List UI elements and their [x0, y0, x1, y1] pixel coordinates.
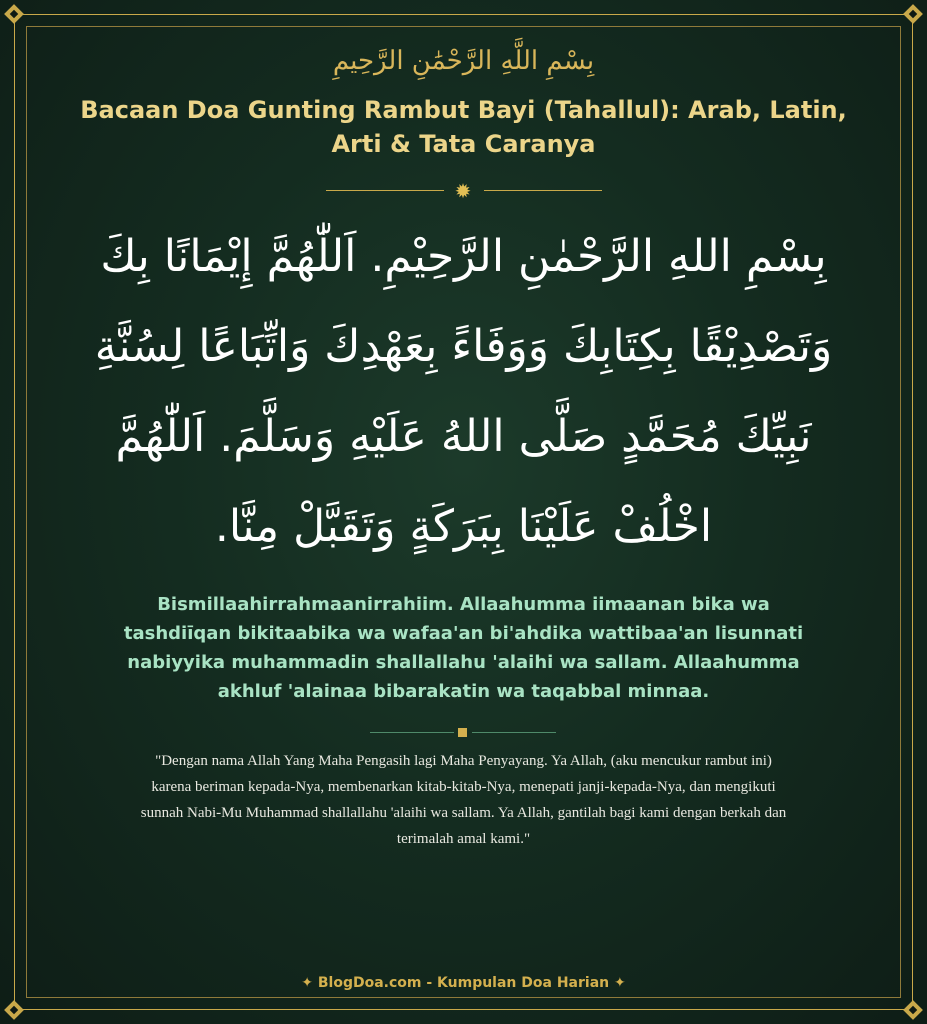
- page-title: Bacaan Doa Gunting Rambut Bayi (Tahallul): Arab, Latin, Arti & Tata Caranya: [80, 96, 847, 158]
- basmala-header: بِسْمِ اللَّهِ الرَّحْمَٰنِ الرَّحِيمِ: [332, 46, 595, 76]
- footer-text: BlogDoa.com - Kumpulan Doa Harian: [317, 975, 610, 991]
- latin-line: tashdiīqan bikitaabika wa wafaa'an bi'ahdika wattibaa'an lisunnati: [123, 623, 804, 644]
- latin-line: nabiyyika muhammadin shallallahu 'alaihi wa sallam. Allaahumma: [127, 652, 800, 673]
- middle-divider: [0, 725, 927, 741]
- translation-line: "Dengan nama Allah Yang Maha Pengasih lagi Maha Penyayang. Ya Allah, (aku mencukur rambut ini): [155, 753, 772, 769]
- divider-line-left: [326, 190, 444, 191]
- top-divider: [0, 181, 927, 201]
- translation-line: terimalah amal kami.": [396, 831, 531, 847]
- arabic-prayer-text: [70, 212, 857, 572]
- sparkle-icon: ✦: [614, 975, 626, 991]
- translation-line: karena beriman kepada-Nya, membenarkan kitab-kitab-Nya, menepati janji-kepada-Nya, dan mengikuti: [151, 779, 776, 795]
- footer-credit: [0, 973, 927, 993]
- square-ornament-icon: [458, 728, 467, 737]
- translation-line: sunnah Nabi-Mu Muhammad shallallahu 'alaihi wa sallam. Ya Allah, gantilah bagi kami dengan berkah dan: [140, 805, 787, 821]
- divider-line-right: [472, 732, 556, 733]
- sparkle-icon: ✦: [301, 975, 313, 991]
- latin-line: Bismillaahirrahmaanirrahiim. Allaahumma iimaanan bika wa: [157, 594, 770, 615]
- divider-line-right: [484, 190, 602, 191]
- indonesian-translation: [66, 748, 861, 852]
- latin-line: akhluf 'alainaa bibarakatin wa taqabbal minnaa.: [217, 681, 710, 702]
- star-ornament-icon: ✹: [454, 179, 472, 203]
- divider-line-left: [370, 732, 454, 733]
- arabic-line: وَتَصْدِيْقًا بِكِتَابِكَ وَوَفَاءً بِعَهْدِكَ وَاتِّبَاعًا لِسُنَّةِ: [94, 321, 833, 372]
- arabic-line: اخْلُفْ عَلَيْنَا بِبَرَكَةٍ وَتَقَبَّلْ مِنَّا.: [214, 501, 713, 552]
- arabic-line: بِسْمِ اللهِ الرَّحْمٰنِ الرَّحِيْمِ. اَللّٰهُمَّ إِيْمَانًا بِكَ: [100, 231, 827, 282]
- arabic-line: نَبِيِّكَ مُحَمَّدٍ صَلَّى اللهُ عَلَيْهِ وَسَلَّمَ. اَللّٰهُمَّ: [115, 411, 812, 462]
- latin-transliteration: [70, 590, 857, 706]
